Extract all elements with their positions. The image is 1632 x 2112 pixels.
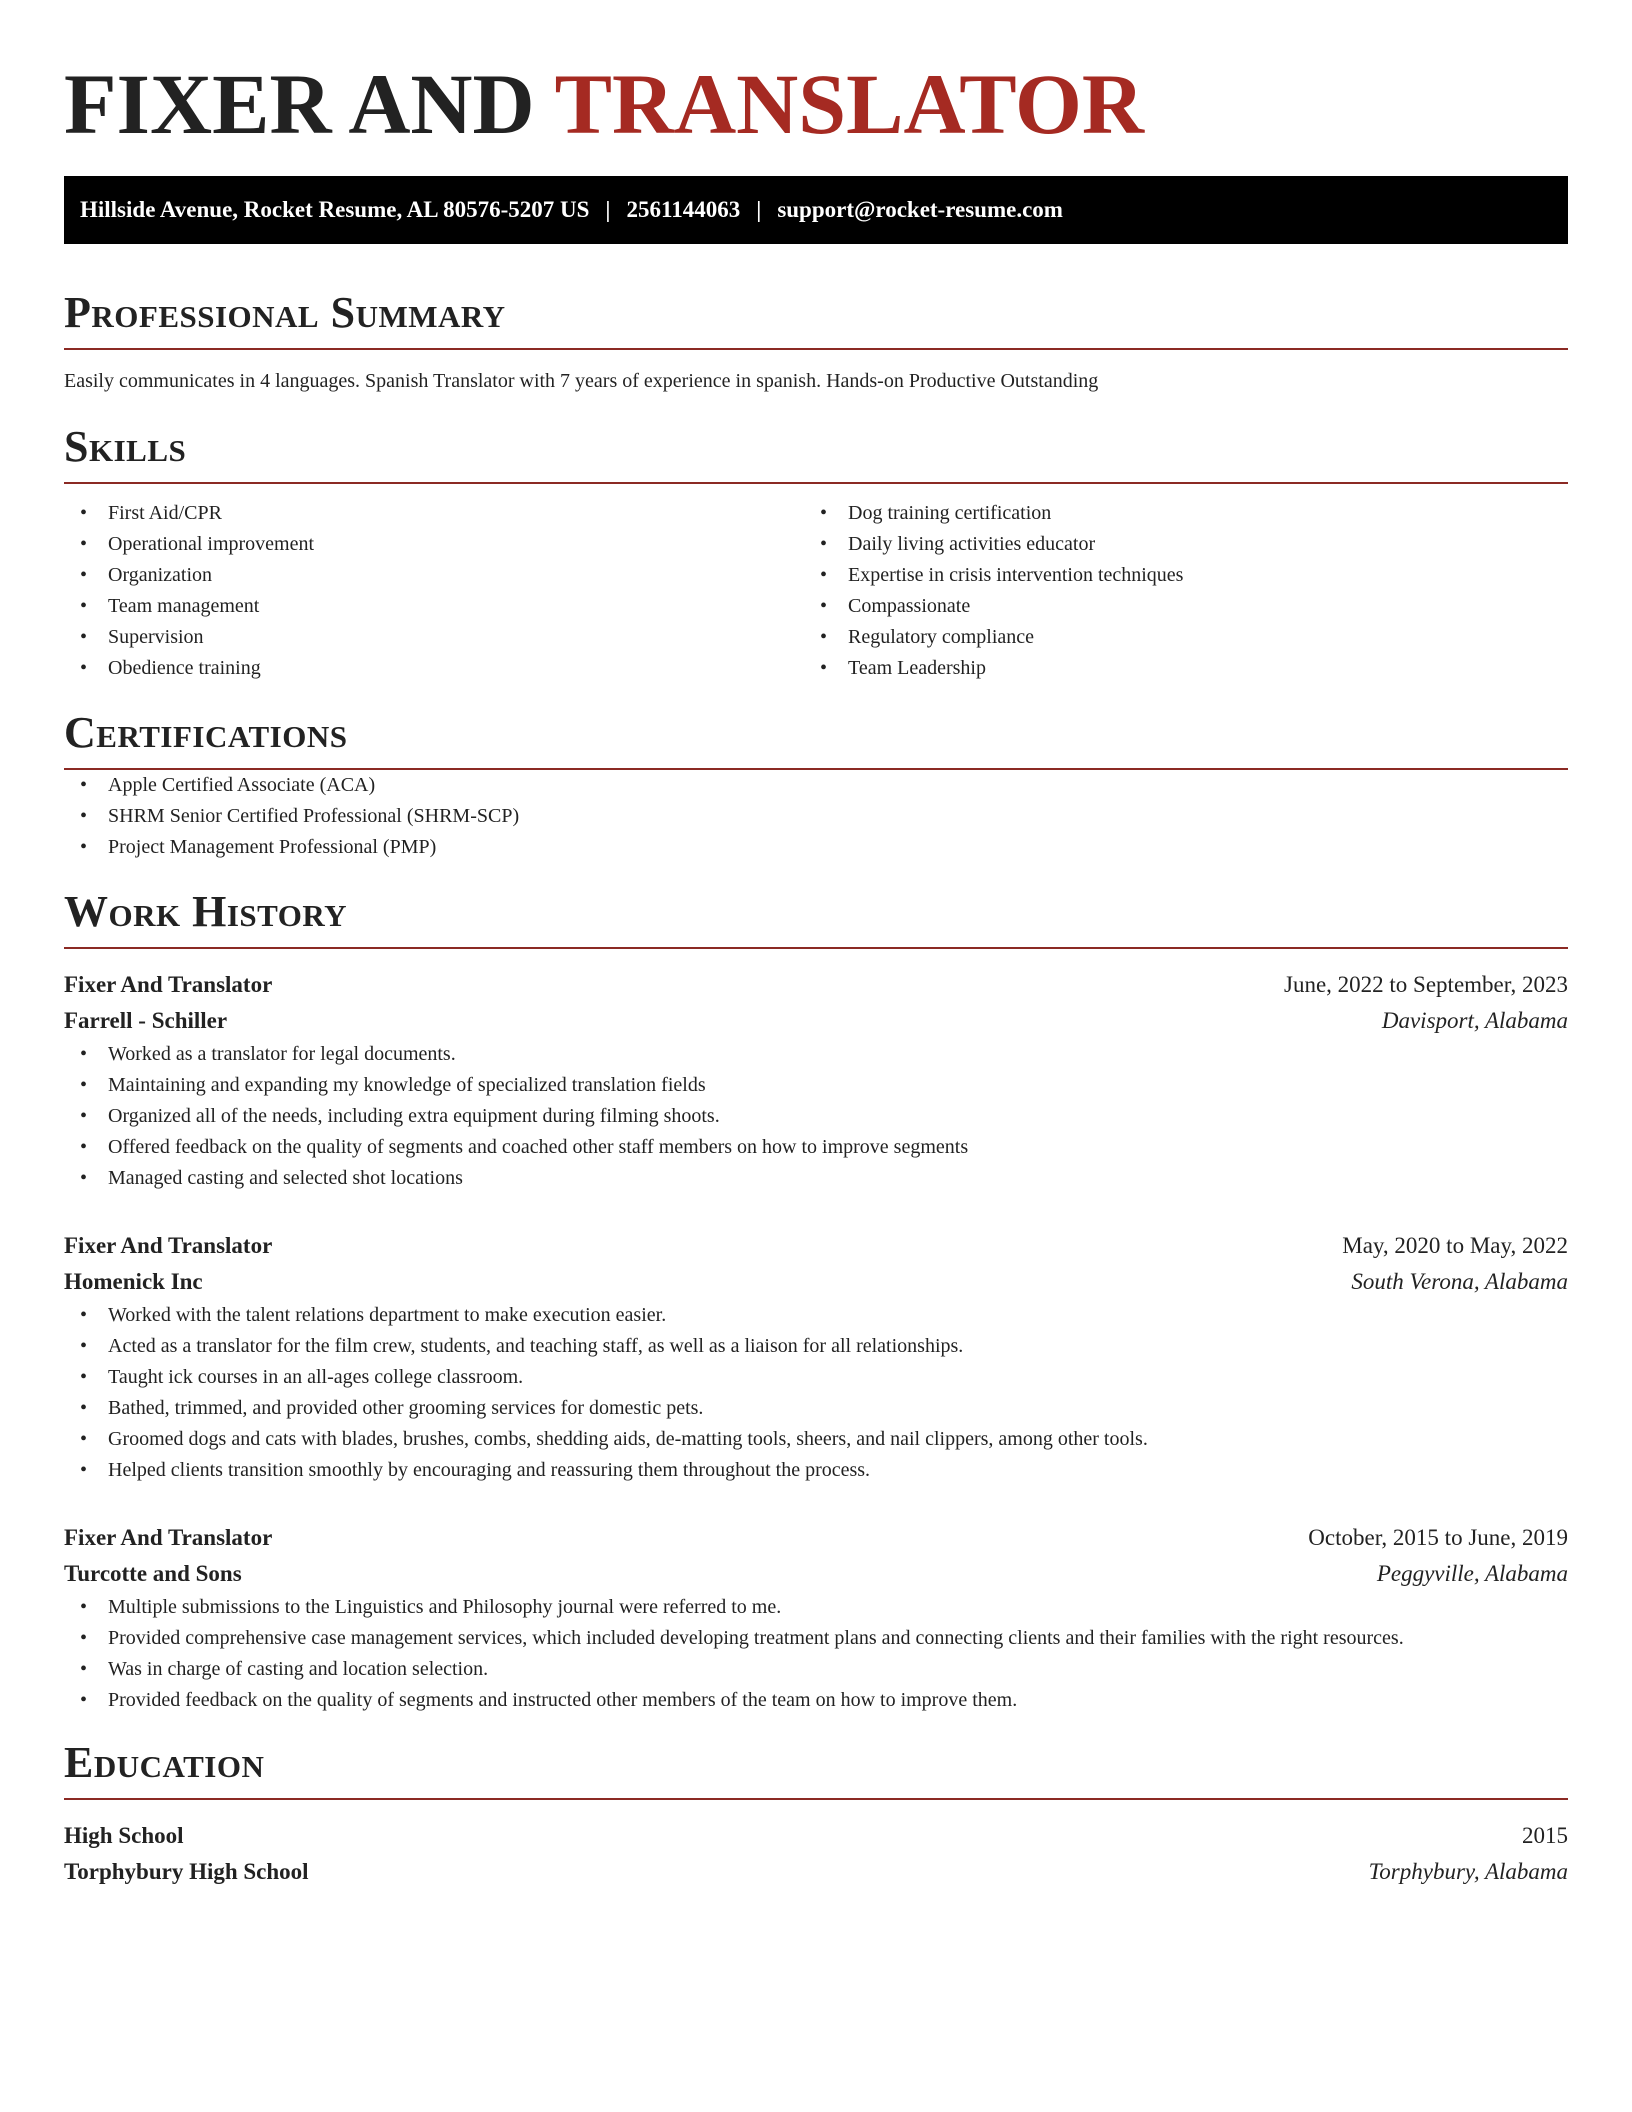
job-title-row <box>64 967 1568 1003</box>
job-company-row <box>64 1003 1568 1039</box>
section-heading-work-history: Work History <box>64 887 1568 949</box>
education-degree: High School <box>64 1823 184 1848</box>
job-bullets <box>64 1039 1568 1194</box>
section-heading-summary: Professional Summary <box>64 288 1568 350</box>
contact-bar <box>64 176 1568 244</box>
job-company-row <box>64 1556 1568 1592</box>
job-bullet: • Acted as a translator for the film crew, students, and teaching staff, as well as a liaison for all relationships. <box>64 1331 1568 1362</box>
job-bullets <box>64 1592 1568 1716</box>
title-part-2: TRANSLATOR <box>554 56 1145 152</box>
job-bullet: • Bathed, trimmed, and provided other grooming services for domestic pets. <box>64 1393 1568 1424</box>
job-title: Fixer And Translator <box>64 1525 273 1550</box>
certification-item: • SHRM Senior Certified Professional (SHRM-SCP) <box>64 801 1568 832</box>
skills-grid <box>64 498 1568 684</box>
job-dates: May, 2020 to May, 2022 <box>1342 1233 1568 1258</box>
job-bullet: • Provided comprehensive case management services, which included developing treatment plans and connecting clients and their families with the right resources. <box>64 1623 1568 1654</box>
job-entry <box>64 967 1568 1194</box>
education-year: 2015 <box>1522 1823 1568 1848</box>
job-location: Davisport, Alabama <box>1381 1008 1568 1033</box>
skill-item: • Obedience training <box>64 653 804 684</box>
education-school: Torphybury High School <box>64 1859 309 1884</box>
job-bullet: • Taught ick courses in an all-ages college classroom. <box>64 1362 1568 1393</box>
job-bullet: • Helped clients transition smoothly by encouraging and reassuring them throughout the process. <box>64 1455 1568 1486</box>
job-bullet: • Was in charge of casting and location selection. <box>64 1654 1568 1685</box>
skill-item: • Supervision <box>64 622 804 653</box>
skill-item: • Compassionate <box>804 591 1544 622</box>
job-company: Homenick Inc <box>64 1269 203 1294</box>
skill-item: • Expertise in crisis intervention techniques <box>804 560 1544 591</box>
skill-item: • Operational improvement <box>64 529 804 560</box>
job-company-row <box>64 1264 1568 1300</box>
skill-item: • Dog training certification <box>804 498 1544 529</box>
education-location: Torphybury, Alabama <box>1368 1859 1568 1884</box>
job-title: Fixer And Translator <box>64 972 273 997</box>
skills-list-right <box>804 498 1544 684</box>
contact-separator: | <box>605 197 611 222</box>
contact-phone[interactable]: 2561144063 <box>626 197 741 222</box>
job-bullet: • Offered feedback on the quality of segments and coached other staff members on how to improve segments <box>64 1132 1568 1163</box>
summary-text: Easily communicates in 4 languages. Spanish Translator with 7 years of experience in spanish. Hands-on Productive Outstanding <box>64 370 1099 392</box>
skill-item: • Team Leadership <box>804 653 1544 684</box>
job-dates: June, 2022 to September, 2023 <box>1284 972 1568 997</box>
contact-separator: | <box>756 197 762 222</box>
certification-item: • Project Management Professional (PMP) <box>64 832 1568 863</box>
section-heading-certifications: Certifications <box>64 708 1568 770</box>
skills-list-left <box>64 498 804 684</box>
skill-item: • Daily living activities educator <box>804 529 1544 560</box>
job-location: Peggyville, Alabama <box>1376 1561 1568 1586</box>
job-dates: October, 2015 to June, 2019 <box>1308 1525 1568 1550</box>
job-company: Turcotte and Sons <box>64 1561 242 1586</box>
education-school-row <box>64 1854 1568 1890</box>
job-location: South Verona, Alabama <box>1351 1269 1568 1294</box>
section-heading-education: Education <box>64 1738 1568 1800</box>
job-bullet: • Multiple submissions to the Linguistics and Philosophy journal were referred to me. <box>64 1592 1568 1623</box>
job-bullet: • Organized all of the needs, including extra equipment during filming shoots. <box>64 1101 1568 1132</box>
job-entry <box>64 1228 1568 1486</box>
section-heading-skills: Skills <box>64 422 1568 484</box>
job-bullet: • Managed casting and selected shot locations <box>64 1163 1568 1194</box>
resume-page <box>64 0 1568 1890</box>
job-bullet: • Worked as a translator for legal documents. <box>64 1039 1568 1070</box>
job-title: Fixer And Translator <box>64 1233 273 1258</box>
certification-item: • Apple Certified Associate (ACA) <box>64 770 1568 801</box>
skill-item: • Team management <box>64 591 804 622</box>
skill-item: • Regulatory compliance <box>804 622 1544 653</box>
job-bullet: • Provided feedback on the quality of segments and instructed other members of the team on how to improve them. <box>64 1685 1568 1716</box>
job-bullet: • Maintaining and expanding my knowledge of specialized translation fields <box>64 1070 1568 1101</box>
contact-address: Hillside Avenue, Rocket Resume, AL 80576-5207 US <box>80 197 590 222</box>
job-company: Farrell - Schiller <box>64 1008 228 1033</box>
title-part-1: FIXER AND <box>64 56 535 152</box>
skill-item: • Organization <box>64 560 804 591</box>
job-title-row <box>64 1520 1568 1556</box>
resume-title <box>64 56 1568 152</box>
skill-item: • First Aid/CPR <box>64 498 804 529</box>
contact-email[interactable]: support@rocket-resume.com <box>777 197 1063 222</box>
education-degree-row <box>64 1818 1568 1854</box>
job-bullet: • Worked with the talent relations department to make execution easier. <box>64 1300 1568 1331</box>
job-title-row <box>64 1228 1568 1264</box>
job-entry <box>64 1520 1568 1716</box>
certifications-list <box>64 770 1568 863</box>
job-bullet: • Groomed dogs and cats with blades, brushes, combs, shedding aids, de-matting tools, sheers, and nail clippers, among other tools. <box>64 1424 1568 1455</box>
job-bullets <box>64 1300 1568 1486</box>
